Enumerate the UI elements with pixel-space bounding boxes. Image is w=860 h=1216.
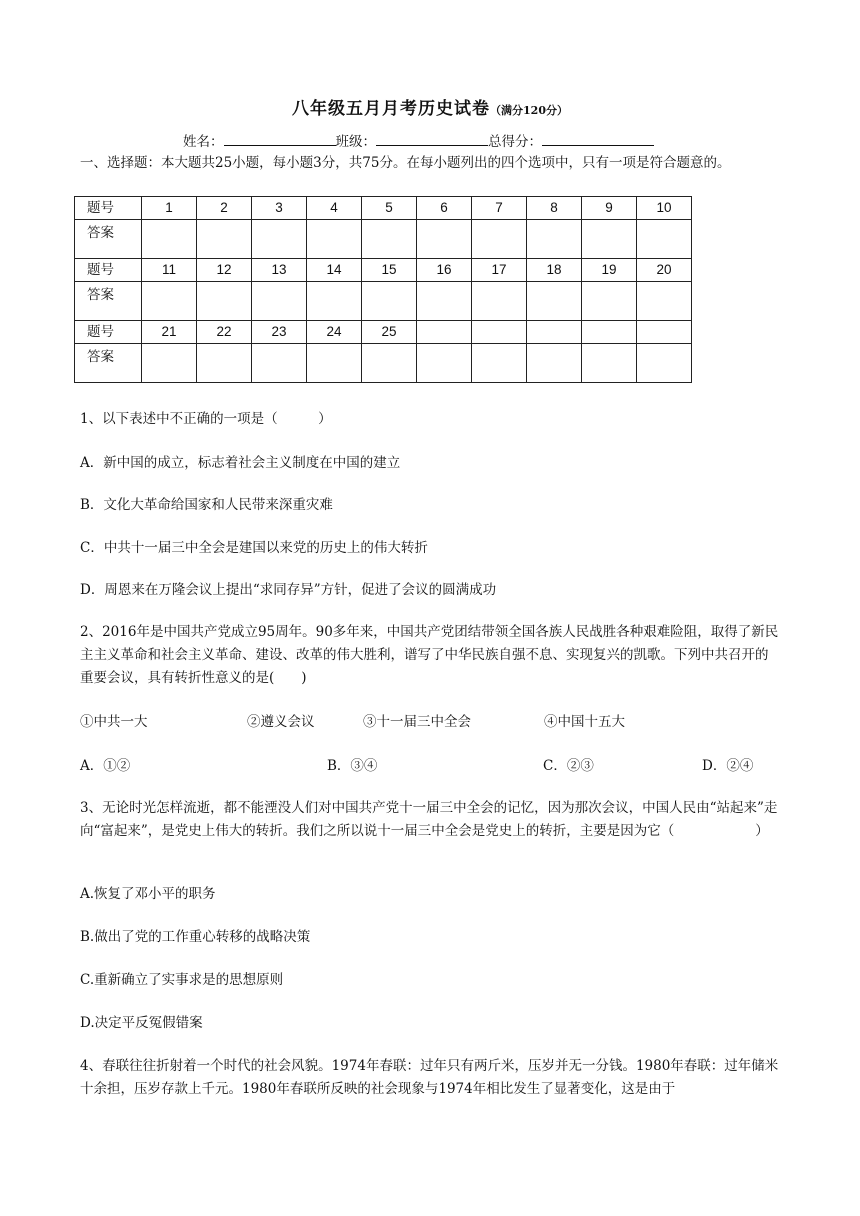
question-2-option-d[interactable]: D．②④	[702, 758, 754, 774]
question-3-option-c[interactable]: C.重新确立了实事求是的思想原则	[80, 972, 284, 988]
answer-cell[interactable]	[527, 282, 582, 321]
answer-cell[interactable]	[527, 220, 582, 259]
question-number-cell: 22	[197, 321, 252, 344]
question-number-cell: 3	[252, 197, 307, 220]
answer-cell[interactable]	[637, 220, 692, 259]
answer-cell[interactable]	[582, 344, 637, 383]
question-number-cell: 13	[252, 259, 307, 282]
answer-cell[interactable]	[307, 220, 362, 259]
question-2-item-3: ③十一届三中全会	[363, 714, 471, 730]
answer-cell[interactable]	[362, 282, 417, 321]
table-row	[75, 321, 692, 344]
answer-cell[interactable]	[472, 220, 527, 259]
question-number-cell: 11	[142, 259, 197, 282]
score-label: 总得分：	[488, 134, 542, 150]
answer-cell[interactable]	[307, 282, 362, 321]
question-1-option-a[interactable]: A．新中国的成立，标志着社会主义制度在中国的建立	[80, 455, 401, 471]
table-row	[75, 220, 692, 259]
question-1-stem: 1、以下表述中不正确的一项是（ ）	[80, 411, 332, 427]
question-1-option-b[interactable]: B．文化大革命给国家和人民带来深重灾难	[80, 497, 333, 513]
question-number-cell: 6	[417, 197, 472, 220]
number-row-label: 题号	[75, 197, 142, 220]
question-3-option-b[interactable]: B.做出了党的工作重心转移的战略决策	[80, 929, 311, 945]
class-blank[interactable]	[376, 133, 488, 146]
section-instructions: 一、选择题：本大题共25小题，每小题3分，共75分。在每小题列出的四个选项中，只有一项是符合题意的。	[80, 155, 731, 171]
exam-title-text: 八年级五月月考历史试卷	[292, 99, 491, 119]
question-number-cell: 19	[582, 259, 637, 282]
answer-cell[interactable]	[582, 282, 637, 321]
question-3-option-d[interactable]: D.决定平反冤假错案	[80, 1015, 203, 1031]
number-row-label: 题号	[75, 259, 142, 282]
score-blank[interactable]	[542, 133, 654, 146]
answer-cell[interactable]	[252, 344, 307, 383]
question-2-item-2: ②遵义会议	[247, 714, 315, 730]
question-number-cell: 25	[362, 321, 417, 344]
question-number-cell: 5	[362, 197, 417, 220]
name-blank[interactable]	[224, 133, 336, 146]
question-number-cell: 9	[582, 197, 637, 220]
question-number-cell: 20	[637, 259, 692, 282]
answer-cell[interactable]	[362, 220, 417, 259]
question-3-option-a[interactable]: A.恢复了邓小平的职务	[80, 886, 216, 902]
answer-row-label: 答案	[75, 220, 142, 259]
question-2-item-1: ①中共一大	[80, 714, 148, 730]
question-number-cell: 2	[197, 197, 252, 220]
answer-cell[interactable]	[472, 344, 527, 383]
answer-cell[interactable]	[252, 220, 307, 259]
table-row	[75, 197, 692, 220]
question-number-cell: 12	[197, 259, 252, 282]
question-number-cell: 16	[417, 259, 472, 282]
question-2-option-b[interactable]: B．③④	[327, 758, 378, 774]
answer-cell[interactable]	[197, 282, 252, 321]
question-number-cell: 23	[252, 321, 307, 344]
question-number-cell	[472, 321, 527, 344]
question-2-option-c[interactable]: C．②③	[543, 758, 594, 774]
answer-cell[interactable]	[417, 220, 472, 259]
question-number-cell: 4	[307, 197, 362, 220]
question-number-cell	[637, 321, 692, 344]
answer-cell[interactable]	[637, 344, 692, 383]
question-number-cell: 24	[307, 321, 362, 344]
number-row-label: 题号	[75, 321, 142, 344]
answer-cell[interactable]	[142, 344, 197, 383]
table-row	[75, 282, 692, 321]
answer-cell[interactable]	[197, 220, 252, 259]
answer-cell[interactable]	[637, 282, 692, 321]
question-number-cell: 10	[637, 197, 692, 220]
question-number-cell: 18	[527, 259, 582, 282]
answer-row-label: 答案	[75, 282, 142, 321]
answer-cell[interactable]	[142, 220, 197, 259]
question-number-cell: 14	[307, 259, 362, 282]
answer-cell[interactable]	[472, 282, 527, 321]
question-number-cell: 8	[527, 197, 582, 220]
question-number-cell: 17	[472, 259, 527, 282]
question-2-stem: 2、2016年是中国共产党成立95周年。90多年来，中国共产党团结带领全国各族人民战胜各种艰难险阻，取得了新民主主义革命和社会主义革命、建设、改革的伟大胜利，谱写了中华民族自强不息、实现复兴的凯歌。下列中共召开的重要会议，具有转折性意义的是( )	[80, 624, 779, 686]
answer-cell[interactable]	[582, 220, 637, 259]
question-3-stem: 3、无论时光怎样流逝，都不能湮没人们对中国共产党十一届三中全会的记忆，因为那次会议，中国人民由“站起来”走向“富起来”，是党史上伟大的转折。我们之所以说十一届三中全会是党史上的转折，主要是因为它（ ）	[80, 800, 778, 839]
answer-table	[74, 196, 692, 383]
table-row	[75, 344, 692, 383]
table-row	[75, 259, 692, 282]
question-2-item-4: ④中国十五大	[544, 714, 625, 730]
student-info-line	[183, 130, 654, 150]
exam-title	[0, 94, 860, 119]
question-1-option-d[interactable]: D．周恩来在万隆会议上提出“求同存异”方针，促进了会议的圆满成功	[80, 582, 497, 598]
question-4-stem: 4、春联往往折射着一个时代的社会风貌。1974年春联：过年只有两斤米，压岁并无一分钱。1980年春联：过年储米十余担，压岁存款上千元。1980年春联所反映的社会现象与1974年相比发生了显著变化，这是由于	[80, 1058, 779, 1097]
question-number-cell	[527, 321, 582, 344]
question-2-option-a[interactable]: A．①②	[80, 758, 131, 774]
answer-cell[interactable]	[362, 344, 417, 383]
question-number-cell: 21	[142, 321, 197, 344]
answer-cell[interactable]	[527, 344, 582, 383]
exam-title-score: （满分120分）	[490, 104, 568, 117]
question-1-option-c[interactable]: C．中共十一届三中全会是建国以来党的历史上的伟大转折	[80, 540, 428, 556]
answer-cell[interactable]	[417, 344, 472, 383]
answer-cell[interactable]	[142, 282, 197, 321]
name-label: 姓名：	[183, 134, 224, 150]
question-number-cell	[417, 321, 472, 344]
class-label: 班级：	[335, 134, 376, 150]
question-number-cell	[582, 321, 637, 344]
answer-cell[interactable]	[307, 344, 362, 383]
answer-cell[interactable]	[197, 344, 252, 383]
answer-cell[interactable]	[252, 282, 307, 321]
question-number-cell: 15	[362, 259, 417, 282]
answer-cell[interactable]	[417, 282, 472, 321]
question-number-cell: 7	[472, 197, 527, 220]
answer-row-label: 答案	[75, 344, 142, 383]
question-number-cell: 1	[142, 197, 197, 220]
